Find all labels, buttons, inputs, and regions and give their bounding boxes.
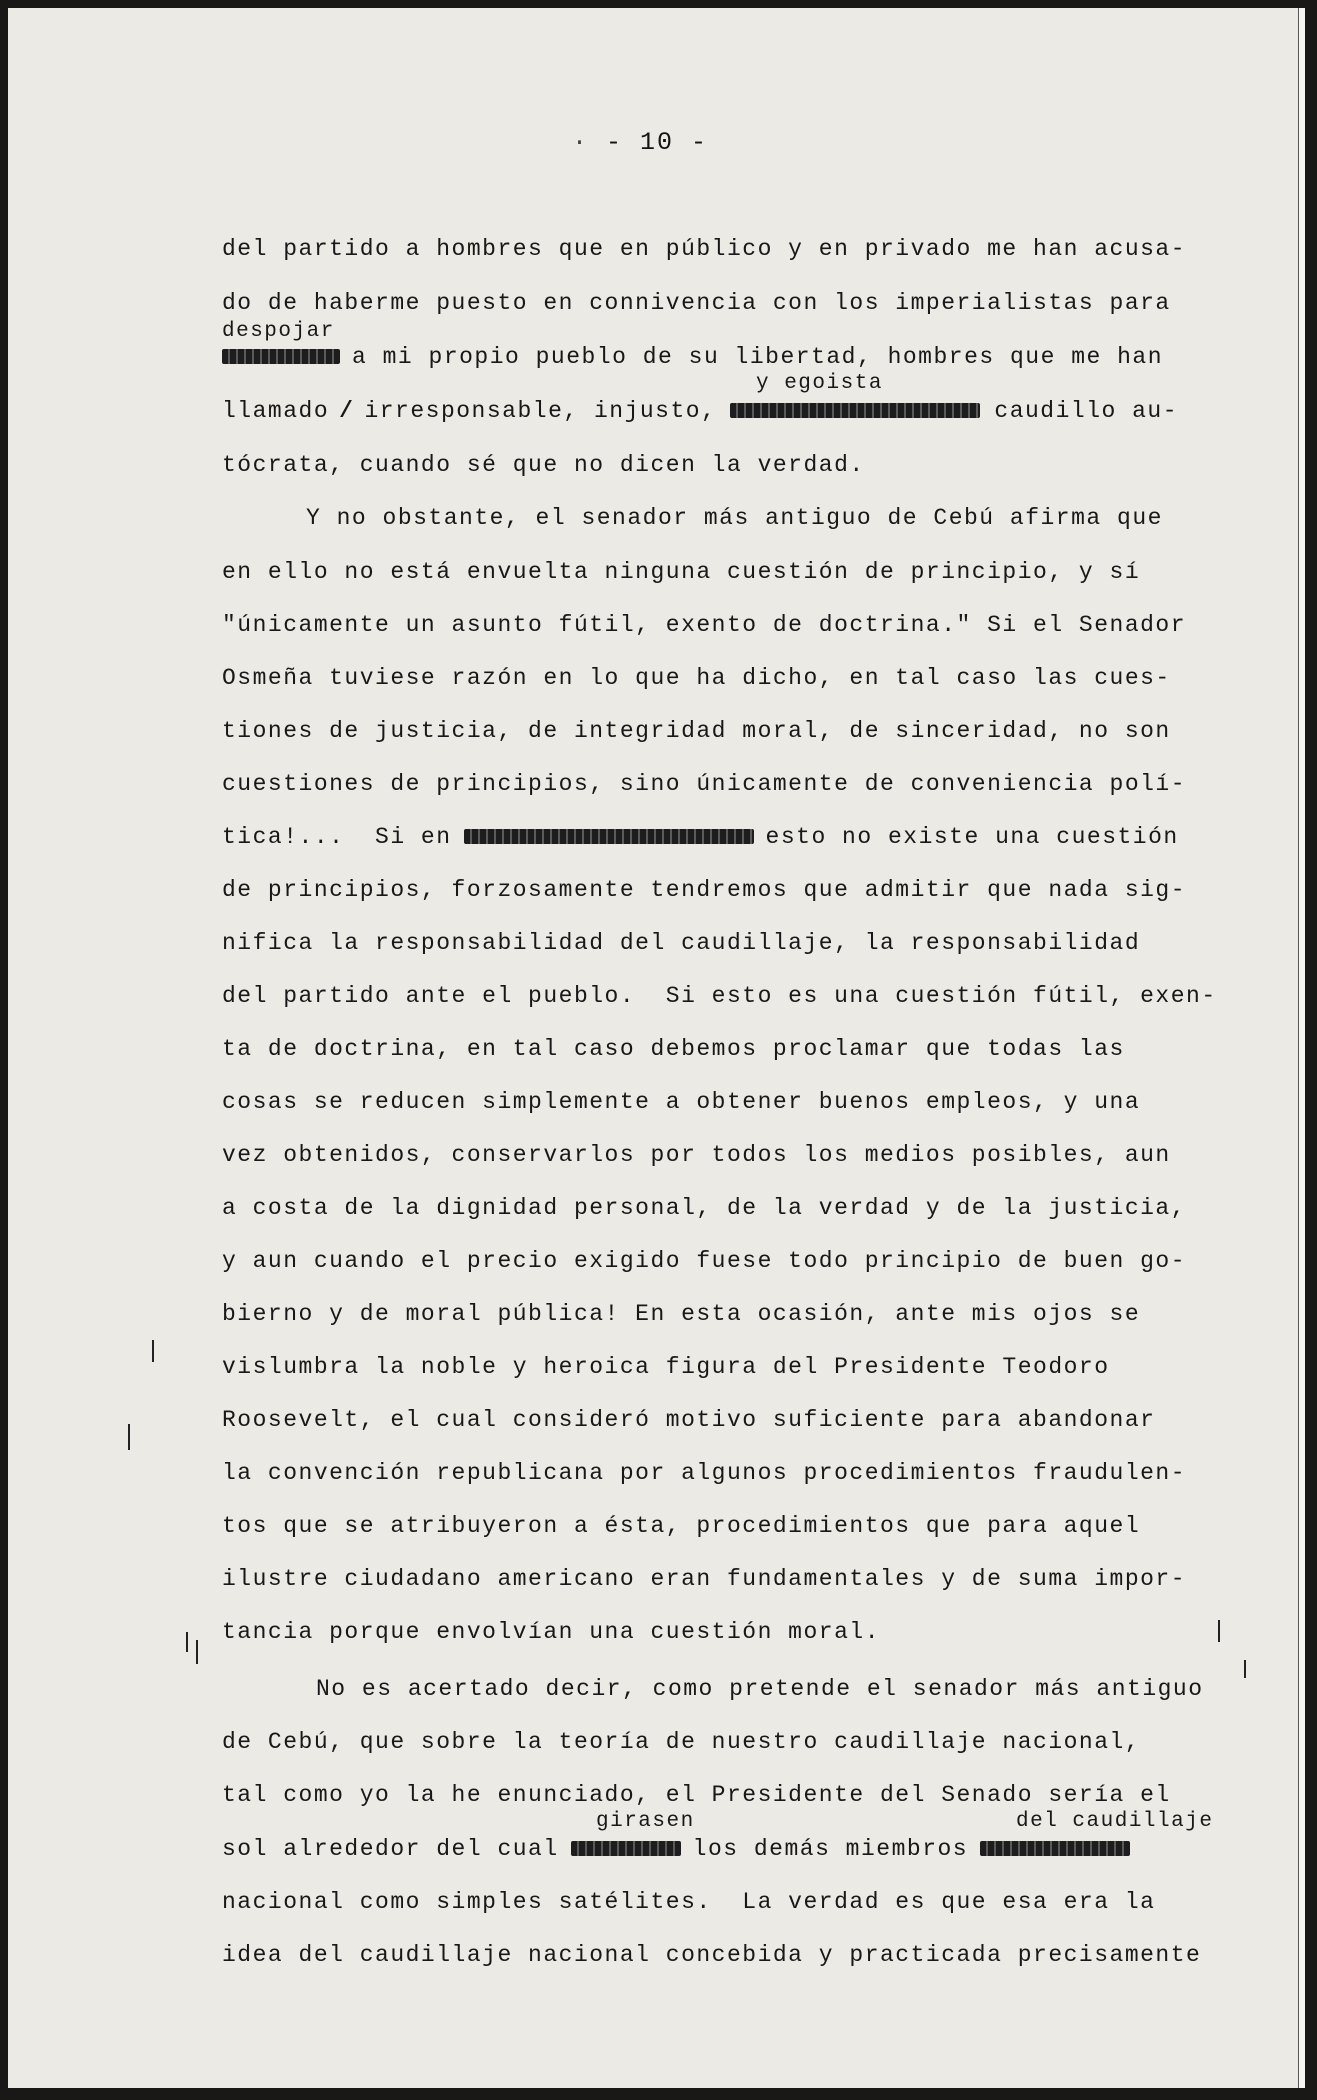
text-fragment: caudillo au- [994, 398, 1179, 424]
page-edge [1298, 8, 1305, 2088]
page-number: · - 10 - [572, 128, 708, 157]
text-line: Osmeña tuviese razón en lo que ha dicho, en tal caso las cues- [222, 665, 1171, 691]
text-fragment: sol alrededor del cual [222, 1836, 559, 1862]
text-line: tócrata, cuando sé que no dicen la verdad. [222, 452, 865, 478]
text-fragment: los demás miembros [692, 1836, 969, 1862]
margin-mark [196, 1640, 198, 1664]
text-line: ta de doctrina, en tal caso debemos proclamar que todas las [222, 1036, 1125, 1062]
text-line: Y no obstante, el senador más antiguo de Cebú afirma que [306, 505, 1163, 531]
text-line: a costa de la dignidad personal, de la verdad y de la justicia, [222, 1195, 1187, 1221]
text-fragment: llamado [222, 398, 330, 424]
struck-out-word [571, 1841, 681, 1856]
handwritten-insertion: despojar [222, 320, 335, 343]
text-line: Roosevelt, el cual consideró motivo suficiente para abandonar [222, 1407, 1156, 1433]
handwritten-insertion: y egoista [756, 372, 883, 395]
text-line [222, 824, 1179, 850]
text-fragment: irresponsable, injusto, [364, 398, 717, 424]
text-line [222, 398, 1178, 424]
text-line: cuestiones de principios, sino únicamente de conveniencia polí- [222, 771, 1187, 797]
text-line: tiones de justicia, de integridad moral, de sinceridad, no son [222, 718, 1171, 744]
text-line: vez obtenidos, conservarlos por todos los medios posibles, aun [222, 1142, 1171, 1168]
text-line: nacional como simples satélites. La verdad es que esa era la [222, 1889, 1156, 1915]
margin-mark [128, 1424, 130, 1450]
text-line: de principios, forzosamente tendremos que admitir que nada sig- [222, 877, 1187, 903]
text-line: tos que se atribuyeron a ésta, procedimientos que para aquel [222, 1513, 1141, 1539]
text-line: ilustre ciudadano americano eran fundamentales y de suma impor- [222, 1566, 1187, 1592]
margin-mark [1218, 1620, 1220, 1642]
margin-mark [186, 1632, 188, 1652]
text-line: del partido ante el pueblo. Si esto es una cuestión fútil, exen- [222, 983, 1217, 1009]
text-fragment: esto no existe una cuestión [765, 824, 1179, 850]
text-line: idea del caudillaje nacional concebida y practicada precisamente [222, 1942, 1202, 1968]
text-line: tancia porque envolvían una cuestión moral. [222, 1619, 880, 1645]
struck-out-word [222, 349, 340, 364]
text-line: do de haberme puesto en connivencia con los imperialistas para [222, 290, 1171, 316]
text-line: la convención republicana por algunos procedimientos fraudulen- [222, 1460, 1187, 1486]
text-line: y aun cuando el precio exigido fuese todo principio de buen go- [222, 1248, 1187, 1274]
struck-out-phrase [464, 829, 754, 844]
margin-mark [152, 1340, 154, 1362]
text-line: en ello no está envuelta ninguna cuestión de principio, y sí [222, 559, 1141, 585]
caret-mark: / [339, 398, 355, 424]
text-line: nifica la responsabilidad del caudillaje, la responsabilidad [222, 930, 1141, 956]
text-line: del partido a hombres que en público y en privado me han acusa- [222, 236, 1187, 262]
text-line: tal como yo la he enunciado, el Presidente del Senado sería el [222, 1782, 1171, 1808]
struck-out-word [980, 1841, 1130, 1856]
text-line: de Cebú, que sobre la teoría de nuestro caudillaje nacional, [222, 1729, 1141, 1755]
text-line: No es acertado decir, como pretende el senador más antiguo [316, 1676, 1204, 1702]
handwritten-insertion: girasen [596, 1810, 695, 1833]
struck-out-phrase [730, 403, 980, 418]
text-line [222, 344, 1163, 370]
handwritten-insertion: del caudillaje [1016, 1810, 1214, 1833]
text-line: bierno y de moral pública! En esta ocasión, ante mis ojos se [222, 1301, 1141, 1327]
margin-mark [1244, 1660, 1246, 1678]
text-line [222, 1836, 1130, 1862]
text-line: cosas se reducen simplemente a obtener buenos empleos, y una [222, 1089, 1141, 1115]
text-fragment: a mi propio pueblo de su libertad, hombres que me han [352, 344, 1164, 370]
text-line: vislumbra la noble y heroica figura del Presidente Teodoro [222, 1354, 1110, 1380]
text-line: "únicamente un asunto fútil, exento de doctrina." Si el Senador [222, 612, 1187, 638]
text-fragment: tica!... Si en [222, 824, 452, 850]
